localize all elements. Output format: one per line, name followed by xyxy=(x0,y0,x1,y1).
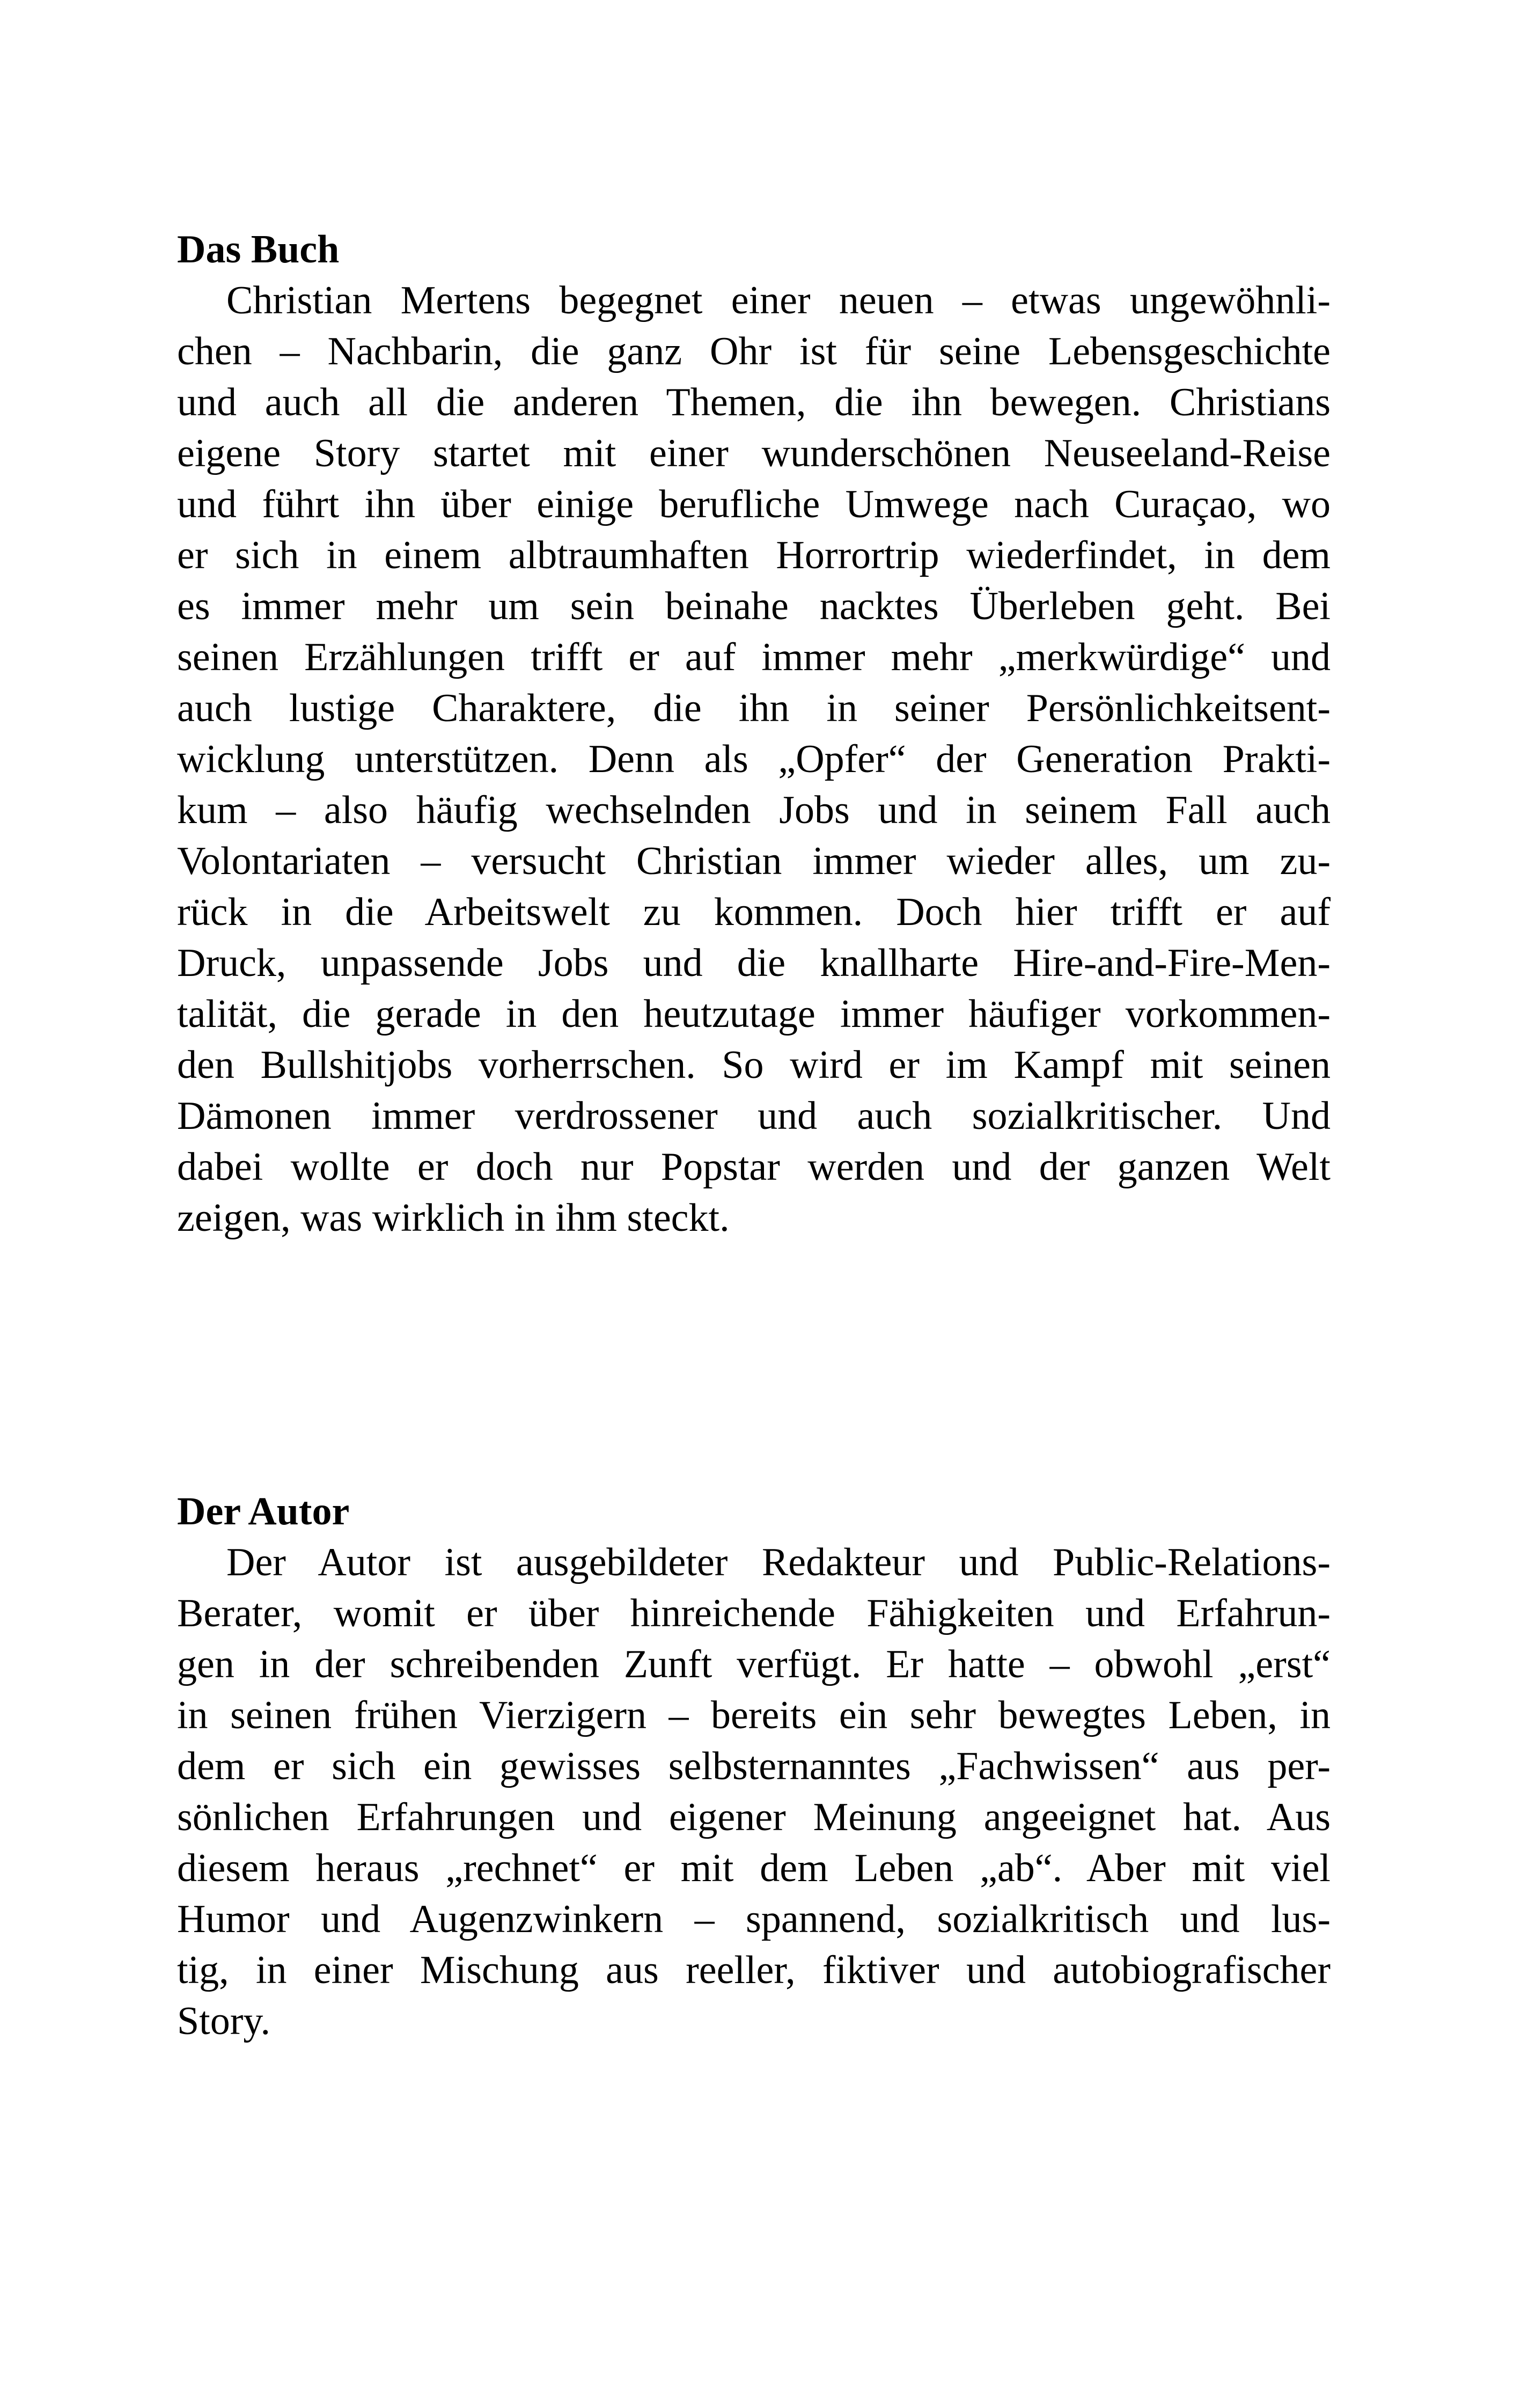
text-line: es immer mehr um sein beinahe nacktes Überleben geht. Bei xyxy=(177,584,1331,628)
text-line: in seinen frühen Vierzigern – bereits ein sehr bewegtes Leben, in xyxy=(177,1693,1331,1737)
text-line: er sich in einem albtraumhaften Horrortrip wiederfindet, in dem xyxy=(177,533,1331,577)
text-line: den Bullshitjobs vorherrschen. So wird er im Kampf mit seinen xyxy=(177,1043,1331,1087)
text-line: und auch all die anderen Themen, die ihn bewegen. Christians xyxy=(177,380,1331,424)
text-line: talität, die gerade in den heutzutage immer häufiger vorkommen- xyxy=(177,992,1331,1036)
text-line: Druck, unpassende Jobs und die knallharte Hire-and-Fire-Men- xyxy=(177,941,1331,985)
author-heading: Der Autor xyxy=(177,1489,350,1533)
text-line: eigene Story startet mit einer wunderschönen Neuseeland-Reise xyxy=(177,431,1331,475)
text-line: wicklung unterstützen. Denn als „Opfer“ der Generation Prakti- xyxy=(177,737,1331,781)
text-line: seinen Erzählungen trifft er auf immer mehr „merkwürdige“ und xyxy=(177,635,1331,679)
text-line: Dämonen immer verdrossener und auch sozialkritischer. Und xyxy=(177,1094,1331,1138)
text-line: Story. xyxy=(177,1999,271,2043)
text-line: zeigen, was wirklich in ihm steckt. xyxy=(177,1196,730,1240)
text-line: kum – also häufig wechselnden Jobs und in seinem Fall auch xyxy=(177,788,1331,832)
text-line: tig, in einer Mischung aus reeller, fiktiver und autobiografischer xyxy=(177,1948,1331,1992)
text-line: Volontariaten – versucht Christian immer wieder alles, um zu- xyxy=(177,839,1331,883)
text-line: Humor und Augenzwinkern – spannend, sozialkritisch und lus- xyxy=(177,1897,1331,1941)
text-line: auch lustige Charaktere, die ihn in seiner Persönlichkeitsent- xyxy=(177,686,1331,730)
text-line: dem er sich ein gewisses selbsternanntes „Fachwissen“ aus per- xyxy=(177,1744,1331,1788)
text-line: gen in der schreibenden Zunft verfügt. Er hatte – obwohl „erst“ xyxy=(177,1642,1331,1686)
author-paragraph xyxy=(177,1537,1331,2047)
text-line: Christian Mertens begegnet einer neuen – etwas ungewöhnli- xyxy=(226,278,1331,322)
book-description-paragraph xyxy=(177,275,1331,1244)
text-line: dabei wollte er doch nur Popstar werden und der ganzen Welt xyxy=(177,1145,1331,1189)
text-line: chen – Nachbarin, die ganz Ohr ist für seine Lebensgeschichte xyxy=(177,329,1331,373)
text-line: sönlichen Erfahrungen und eigener Meinung angeeignet hat. Aus xyxy=(177,1795,1331,1839)
book-description-section xyxy=(177,224,1331,1244)
text-line: Der Autor ist ausgebildeter Redakteur und Public-Relations- xyxy=(226,1540,1331,1584)
text-line: rück in die Arbeitswelt zu kommen. Doch hier trifft er auf xyxy=(177,890,1331,934)
book-heading: Das Buch xyxy=(177,227,340,271)
text-line: und führt ihn über einige berufliche Umwege nach Curaçao, wo xyxy=(177,482,1331,526)
author-section xyxy=(177,1486,1331,2047)
text-line: diesem heraus „rechnet“ er mit dem Leben „ab“. Aber mit viel xyxy=(177,1846,1331,1890)
text-line: Berater, womit er über hinreichende Fähigkeiten und Erfahrun- xyxy=(177,1591,1331,1635)
